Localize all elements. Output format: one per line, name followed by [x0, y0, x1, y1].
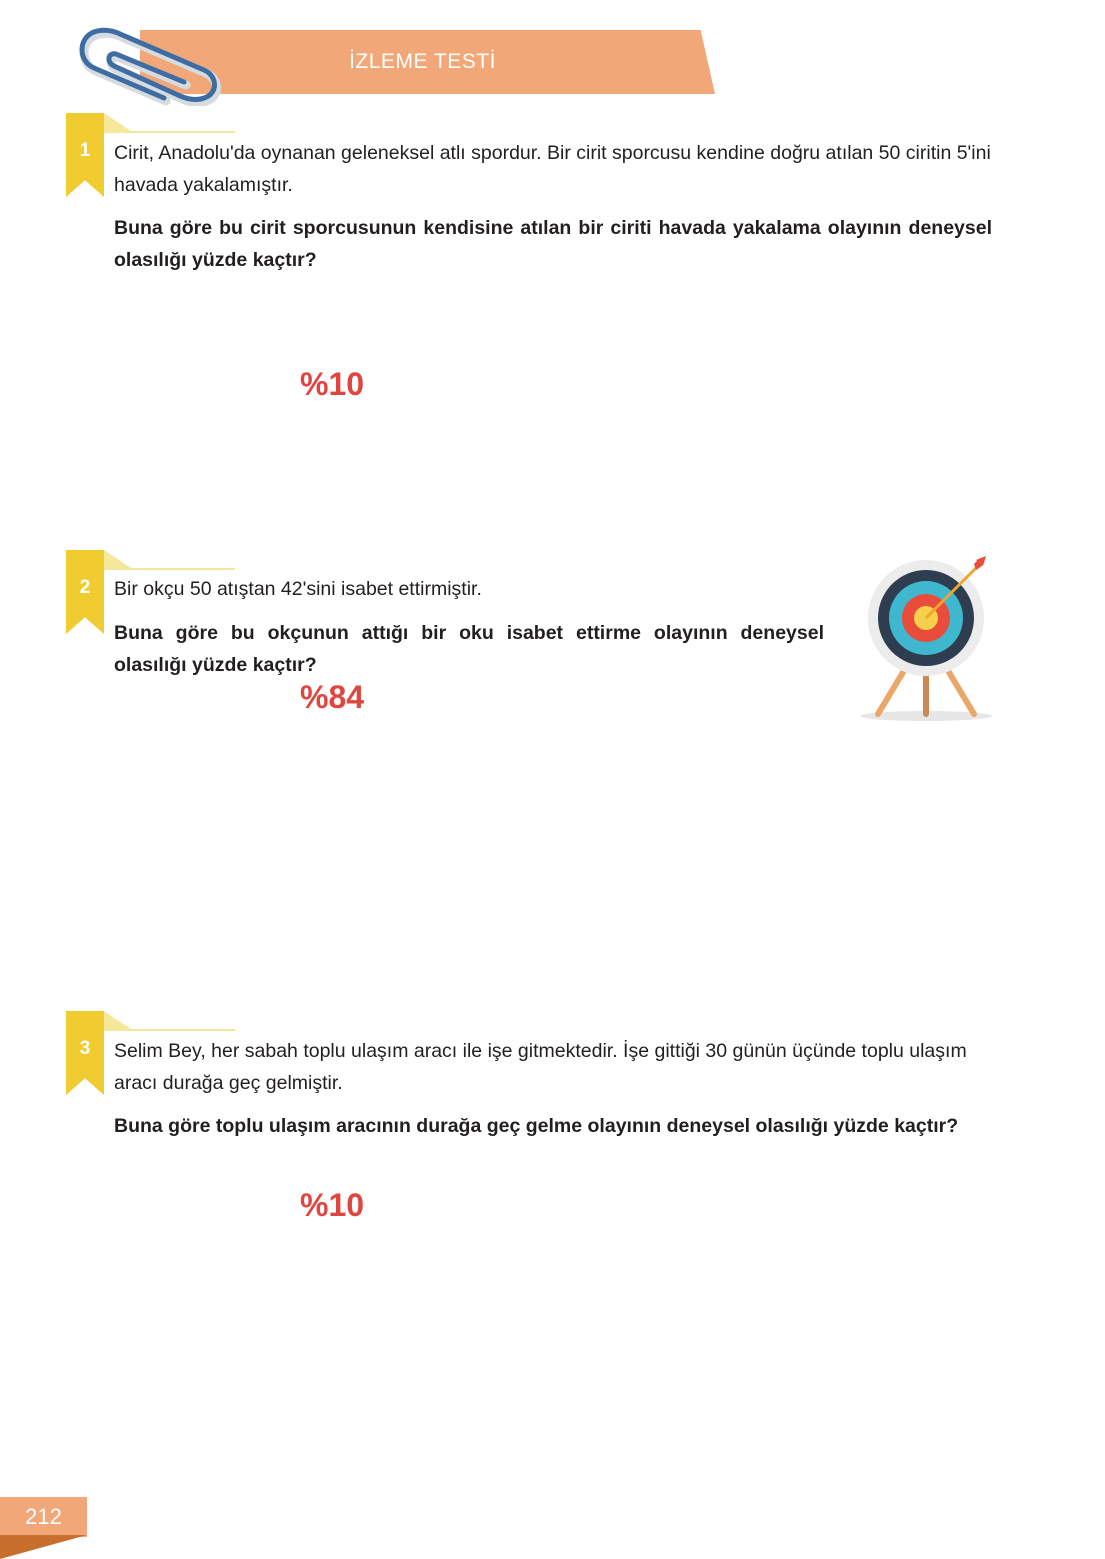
- ribbon-fold: [104, 550, 134, 570]
- page-title: İZLEME TESTİ: [349, 50, 496, 73]
- question-2-text: Bir okçu 50 atıştan 42'sini isabet ettirmiştir.: [114, 578, 482, 600]
- question-2-answer: %84: [300, 679, 365, 715]
- question-3-prompt: Buna göre toplu ulaşım aracının durağa geç gelme olayının deneysel olasılığı yüzde kaçtır?: [114, 1115, 959, 1137]
- ribbon-fold: [104, 113, 134, 133]
- question-3-number: 3: [79, 1038, 91, 1059]
- archery-target-icon: [856, 552, 996, 724]
- page-number-tab-fold: [0, 1535, 87, 1559]
- paperclip-icon: [72, 20, 232, 106]
- ribbon-fold: [104, 1011, 134, 1031]
- question-2-prompt: Buna göre bu okçunun attığı bir oku isabet ettirme olayının deneysel olasılığı yüzde kaçtır?: [114, 622, 824, 676]
- ribbon-line: [104, 131, 235, 133]
- question-1-answer: %10: [300, 366, 365, 402]
- ribbon-line: [104, 1029, 235, 1031]
- question-1-prompt: Buna göre bu cirit sporcusunun kendisine atılan bir ciriti havada yakalama olayının deneysel olasılığı yüzde kaçtır?: [114, 217, 992, 271]
- question-2-number: 2: [79, 577, 91, 598]
- question-3-answer: %10: [300, 1187, 365, 1223]
- question-1-number: 1: [79, 140, 91, 161]
- page-number: 212: [25, 1504, 62, 1529]
- question-3-text: Selim Bey, her sabah toplu ulaşım aracı ile işe gitmektedir. İşe gittiği 30 günün üçünde toplu ulaşım aracı durağa geç gelmiştir.: [114, 1040, 967, 1094]
- ribbon-line: [104, 568, 235, 570]
- question-1-text: Cirit, Anadolu'da oynanan geleneksel atlı spordur. Bir cirit sporcusu kendine doğru atılan 50 ciritin 5'ini havada yakalamıştır.: [114, 142, 991, 196]
